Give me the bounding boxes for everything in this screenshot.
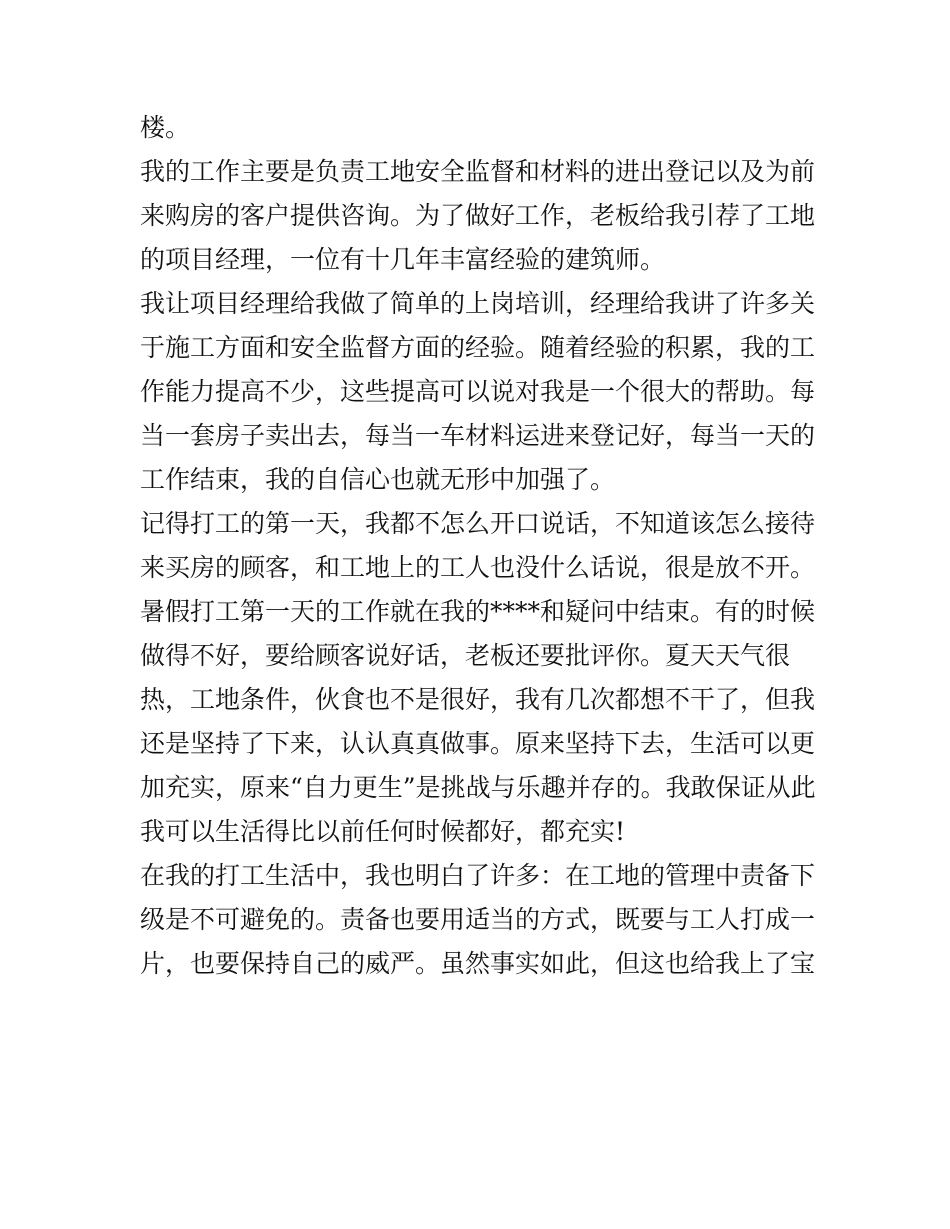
- text-line: 当一套房子卖出去，每当一车材料运进来登记好，每当一天的: [140, 421, 816, 450]
- text-line: 来购房的客户提供咨询。为了做好工作，老板给我引荐了工地: [140, 201, 816, 230]
- text-line: 在我的打工生活中，我也明白了许多：在工地的管理中责备下: [140, 861, 816, 890]
- text-line: 我的工作主要是负责工地安全监督和材料的进出登记以及为前: [140, 157, 816, 186]
- text-line: 来买房的顾客，和工地上的工人也没什么话说，很是放不开。: [140, 553, 816, 582]
- text-line: 热，工地条件，伙食也不是很好，我有几次都想不干了，但我: [140, 685, 816, 714]
- text-line: 还是坚持了下来，认认真真做事。原来坚持下去，生活可以更: [140, 729, 816, 758]
- text-line: 工作结束，我的自信心也就无形中加强了。: [140, 465, 616, 494]
- text-line: 暑假打工第一天的工作就在我的****和疑问中结束。有的时候: [140, 597, 816, 626]
- text-line: 于施工方面和安全监督方面的经验。随着经验的积累，我的工: [140, 333, 816, 362]
- text-line: 的项目经理，一位有十几年丰富经验的建筑师。: [140, 245, 666, 274]
- text-line: 我让项目经理给我做了简单的上岗培训，经理给我讲了许多关: [140, 289, 816, 318]
- text-line: 做得不好，要给顾客说好话，老板还要批评你。夏天天气很: [140, 641, 791, 670]
- text-line: 加充实，原来“自力更生”是挑战与乐趣并存的。我敢保证从此: [140, 773, 816, 802]
- text-line: 记得打工的第一天，我都不怎么开口说话，不知道该怎么接待: [140, 509, 816, 538]
- text-line: 片，也要保持自己的威严。虽然事实如此，但这也给我上了宝: [140, 949, 816, 978]
- text-line: 楼。: [140, 113, 191, 142]
- document-body-text: [140, 106, 820, 986]
- text-line: 我可以生活得比以前任何时候都好，都充实!: [140, 817, 626, 846]
- text-line: 作能力提高不少，这些提高可以说对我是一个很大的帮助。每: [140, 377, 816, 406]
- text-line: 级是不可避免的。责备也要用适当的方式，既要与工人打成一: [140, 905, 816, 934]
